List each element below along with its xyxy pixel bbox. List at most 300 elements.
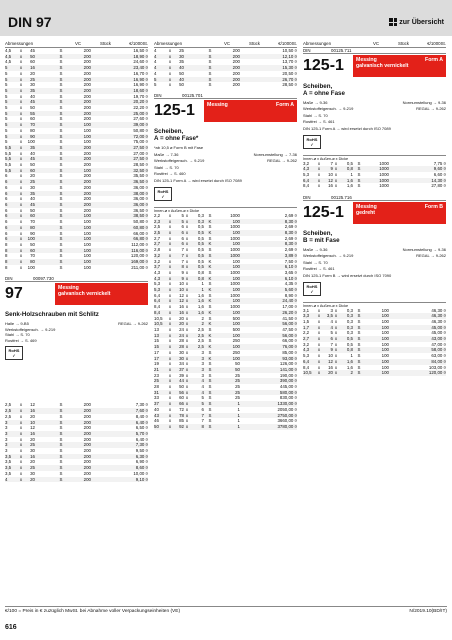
rohs-badge: RoHS ✓ [5,346,23,360]
table-cell: S [208,418,212,424]
table-cell: S [59,207,63,213]
regal2-link[interactable]: REGAL → 9-262 [416,105,446,111]
table-cell: 100 [27,139,35,145]
table-cell: 0,8 [190,276,204,282]
table-cell: 16 [173,310,184,316]
table-cell: x [334,347,338,353]
table-cell: 45,00 ¤ [389,325,446,331]
table-cell: S [208,315,212,321]
table-cell: x [168,423,172,429]
table-row [5,265,148,271]
table-cell: x [19,59,23,65]
table-cell: x [317,330,321,336]
table-cell: x [168,309,172,315]
table-cell: 200 [83,470,91,476]
table-cell: 25 [24,77,35,83]
table-cell: 3 [5,431,18,437]
table-cell: x [185,401,189,407]
table-cell: S [353,370,365,376]
stahl-link[interactable]: Stahl → S. 70 [5,332,30,338]
table-cell: S [208,349,212,355]
table-cell: S [59,150,63,156]
form-label: Form A [276,101,294,108]
table-cell: 0,5 [190,253,204,259]
table-cell: x [19,236,23,242]
table-cell: x [334,353,338,359]
table-cell: x [168,361,172,367]
table-cell: x [168,315,172,321]
table-cell: 4 [154,70,157,76]
table-cell: x [317,313,321,319]
header-price: €/1000St. [278,41,297,46]
table-cell: 5 [5,65,18,71]
table-cell: x [334,336,338,342]
table-cell: 1000 [230,224,240,230]
table-cell: 50 [24,54,35,60]
header-vc: VC [372,41,380,46]
table-cell: 112,00 ¤ [131,241,148,247]
regal-link[interactable]: Normumstellung → 9-36 [402,247,446,253]
table-cell: x [185,321,189,327]
table-cell: 2,5 [190,333,204,339]
form-label: Form A [425,57,443,63]
table-cell: 0,5 [197,247,204,253]
table-cell: 7,60 ¤ [91,408,148,414]
header-dims: Abmessungen [303,41,332,46]
table-cell: x [19,224,23,230]
stahl-link[interactable]: Stahl → S. 70 [303,260,328,266]
table-cell: 92 [173,424,184,430]
table-cell: 1 [237,418,240,424]
table-cell: 200 [83,82,91,88]
table-cell: 2,5 [197,338,204,344]
table-cell: S [59,105,63,111]
table-cell: 2,2 [154,212,161,218]
table-cell: 200 [67,179,91,185]
table-cell: 12 [173,298,184,304]
table-cell: S [55,54,67,60]
table-cell: 3 [5,436,8,442]
table-cell: x [19,459,23,465]
table-cell: 1000 [230,304,240,310]
stahl-link[interactable]: Stahl → S. 70 [303,113,328,118]
rostfrei-link[interactable]: Rostfrei → S. 460 [154,170,186,176]
table-cell: 1 [216,424,240,430]
table-cell: S [55,420,67,426]
header-stk: Stück [398,41,409,46]
table-cell: x [334,364,338,370]
table-cell: K [204,219,216,225]
werk-link[interactable]: Werkstoffeigensch. → 9-219 [303,252,354,258]
table-cell: 5,3 [303,171,310,177]
table-cell: x [19,70,23,76]
table-cell: 38,00 ¤ [91,191,148,197]
table-cell: 72 [179,406,184,412]
table-cell: 1 [201,281,204,287]
regal-link[interactable]: Normumstellung → 7-36 [253,152,297,158]
table-cell: 0,5 [197,258,204,264]
table-cell: S [208,82,212,88]
table-cell: 100 [67,122,91,128]
table-cell: 5 [5,127,8,133]
table-cell: 5 [154,82,157,88]
table-cell: 15,30 ¤ [240,65,297,71]
table-cell: S [59,264,63,270]
table-cell: x [19,110,23,116]
table-cell: 8,4 [154,310,167,316]
table-cell: 45 [30,48,35,53]
regal2-link[interactable]: REGAL → 9-262 [416,252,446,258]
table-cell: S [59,48,63,53]
table-cell: x [19,453,23,459]
table-cell: 50 [179,82,184,88]
halle-link[interactable]: Maße → 9-36 [303,247,328,253]
table-cell: 1 [237,406,240,412]
table-cell: x [19,87,23,93]
column-right [303,40,446,376]
table-cell: 30 [30,470,35,476]
table-cell: 0,5 [346,160,353,166]
rostfrei-link[interactable]: Rostfrei → S. 461 [303,118,335,124]
table-cell: 100 [83,264,91,270]
table-cell: S [55,145,67,151]
table-cell: 2,5 [154,224,161,230]
table-cell: 10,5 [154,321,167,327]
product-table-4 [154,213,297,430]
table-cell: 4,3 [154,276,167,282]
table-cell: 50,80 ¤ [133,127,148,133]
table-cell: x [19,65,23,71]
table-cell: S [204,390,216,396]
table-cell: 90 [30,230,35,236]
header-price: €/1000St. [427,41,446,46]
table-cell: K [204,310,216,316]
table-cell: S [357,171,361,177]
table-cell: 70 [24,122,35,128]
table-cell: 5 [5,105,8,111]
table-cell: x [334,307,338,313]
table-cell: 58,00 ¤ [389,347,446,353]
table-row [303,183,446,189]
rostfrei-link[interactable]: Rostfrei → S. 469 [5,337,37,343]
table-cell: x [185,235,189,241]
table-cell: S [59,116,63,122]
table-cell: x [19,448,23,454]
table-cell: 28 [154,384,159,390]
table-cell: 4 [190,390,204,396]
table-cell: 47,50 ¤ [282,326,297,332]
table-cell: 9,60 ¤ [389,166,446,172]
table-cell: 80 [24,225,35,231]
table-cell: 3,5 [5,454,18,460]
table-cell: x [19,430,23,436]
table-cell: S [204,424,216,430]
table-cell: x [168,275,172,281]
table-cell: 30 [173,356,184,362]
table-cell: x [185,224,189,230]
table-cell: 2750,00 ¤ [240,413,297,419]
halle-link[interactable]: Maße → 7-36 [154,152,179,158]
table-cell: x [317,364,321,370]
table-cell: 20 [173,321,184,327]
table-cell: S [55,191,67,197]
stahl-link[interactable]: Stahl → S. 70 [154,165,179,171]
table-cell: 16 [328,183,333,189]
table-cell: 4 [154,54,167,60]
product-title [303,230,446,244]
table-cell: S [55,65,67,71]
regal-link[interactable]: Normumstellung → 9-36 [402,100,446,105]
table-cell: x [168,344,172,350]
table-cell: 2,5 [190,344,204,350]
table-cell: 7,75 ¤ [433,160,446,166]
table-cell: 200 [67,156,91,162]
table-cell: x [19,179,23,185]
table-cell: S [55,99,67,105]
table-cell: 9 [181,269,184,275]
table-cell: 26,70 ¤ [240,77,297,83]
table-cell: 6 [181,235,184,241]
table-cell: S [59,448,63,454]
table-row [154,424,297,430]
table-cell: x [168,218,172,224]
table-cell: 85 [179,418,184,424]
table-cell: 6 [5,191,18,197]
table-cell: 100 [67,168,91,174]
table-cell: S [208,292,212,298]
table-cell: S [357,353,361,359]
table-cell: 6,90 ¤ [135,459,148,465]
table-cell: x [185,372,189,378]
table-cell: 5 [5,116,8,122]
table-cell: 10,5 [303,370,316,376]
table-cell: 100 [83,219,91,225]
table-cell: 6 [5,236,18,242]
table-cell: 9 [322,347,333,353]
table-cell: 35 [24,88,35,94]
table-cell: 100 [365,313,389,319]
table-cell: 0,3 [190,219,204,225]
table-cell: 36,00 ¤ [133,196,148,202]
table-cell: 50 [30,207,35,213]
table-cell: 3,2 [303,160,310,166]
table-cell: 2,7 [303,336,316,342]
table-cell: S [55,465,67,471]
werk-link[interactable]: Werkstoffeigensch. → 9-219 [154,157,205,163]
halle-link[interactable]: Maße → 9-36 [303,100,328,105]
table-cell: x [334,171,338,177]
table-cell: x [19,122,23,128]
table-cell: 100 [216,276,240,282]
table-cell: 45,00 ¤ [431,330,446,336]
table-cell: 3,7 [154,264,167,270]
table-cell: x [317,341,321,347]
table-cell: x [19,116,23,122]
table-cell: x [185,269,189,275]
table-cell: 4 [154,65,167,71]
table-cell: 25 [179,48,184,53]
table-cell: 5 [5,134,18,140]
table-cell: S [59,219,63,225]
table-cell: S [59,253,63,259]
table-cell: 169,00 ¤ [91,259,148,265]
table-cell: 24,60 ¤ [133,59,148,65]
table-cell: 40 [30,93,35,99]
table-cell: S [204,77,216,83]
table-cell: S [55,431,67,437]
table-cell: 27,50 ¤ [91,156,148,162]
table-cell: 30 [179,349,184,355]
table-cell: 33 [154,395,159,401]
table-cell: 1000 [230,212,240,218]
table-cell: 5,70 ¤ [91,431,148,437]
table-cell: 3,1 [303,307,310,313]
table-cell: 200 [67,88,91,94]
table-cell: x [168,252,172,258]
werk-link[interactable]: Werkstoffeigensch. → 9-219 [303,105,354,111]
werk-link[interactable]: Werkstoffeigensch. → 9-219 [5,326,56,332]
table-cell: 16,90 ¤ [133,82,148,88]
table-cell: 4,3 [303,166,316,172]
table-cell: 2,5 [5,408,18,414]
table-cell: x [19,156,23,162]
table-cell: 36,00 ¤ [91,202,148,208]
table-cell: 100 [216,287,240,293]
table-cell: x [19,465,23,471]
table-cell: 5 [5,88,18,94]
table-cell: x [19,419,23,425]
table-cell: x [19,241,23,247]
table-cell: 6,10 ¤ [240,264,297,270]
table-cell: S [353,359,365,365]
regal-link[interactable]: REGAL → 9-262 [118,321,148,327]
table-cell: 8,4 [303,364,310,370]
table-cell: 200 [83,162,91,168]
table-cell: S [59,402,63,408]
table-cell: 3,5 [322,313,333,319]
table-cell: 1 [216,401,240,407]
table-cell: 6 [5,179,18,185]
table-cell: 3 [201,372,204,378]
table-cell: 66,00 ¤ [282,338,297,344]
rostfrei-link[interactable]: Rostfrei → S. 461 [303,265,335,271]
table-cell: S [353,166,365,172]
table-cell: 41,50 ¤ [282,315,297,321]
table-cell: 6 [5,184,8,190]
table-cell: S [55,77,67,83]
table-cell: 4,3 [303,347,316,353]
table-cell: 50 [179,384,184,390]
material-line-2: gedreht [356,210,376,217]
table-cell: 5,5 [5,150,12,156]
table-cell: S [59,93,63,99]
table-cell: x [19,133,23,139]
table-cell: 8,4 [303,183,310,189]
table-cell: S [59,59,63,65]
table-cell: S [208,361,212,367]
table-cell: 7 [181,258,184,264]
table-cell: 100 [381,330,389,336]
table-cell: 100 [27,264,35,270]
table-cell: x [19,76,23,82]
table-cell: 50,80 ¤ [133,219,148,225]
table-cell: x [185,292,189,298]
table-cell: 10 [24,420,35,426]
table-cell: 7,30 ¤ [91,442,148,448]
table-cell: x [334,358,338,364]
overview-link[interactable] [389,18,444,26]
table-cell: 1 [216,413,240,419]
table-cell: 6 [201,406,204,412]
table-cell: 100 [24,236,35,242]
table-cell: S [208,384,212,390]
table-cell: K [204,276,216,282]
table-cell: 830,00 ¤ [279,395,297,401]
table-cell: 28,50 ¤ [133,162,148,168]
table-cell: 6,4 [303,359,316,365]
table-cell: S [204,54,216,60]
table-cell: 9 [173,276,184,282]
table-cell: x [19,213,23,219]
table-cell: x [168,258,172,264]
table-cell: S [357,318,361,324]
table-cell: 10 [179,281,184,287]
table-cell: 23,40 ¤ [91,65,148,71]
material-badge [353,55,446,77]
table-cell: 100 [216,264,240,270]
table-cell: x [19,127,23,133]
table-cell: x [185,378,189,384]
table-cell: 1330,00 ¤ [240,401,297,407]
table-cell: x [168,76,172,82]
table-cell: x [19,408,23,414]
table-cell: 200 [67,77,91,83]
table-cell: 200 [83,207,91,213]
table-cell: 12,10 ¤ [240,54,297,60]
table-cell: 1 [350,171,353,177]
table-cell: x [168,372,172,378]
table-cell: 500 [232,315,240,321]
table-cell: 0,8 [197,269,204,275]
table-cell: S [208,224,212,230]
table-cell: 13 [154,326,159,332]
table-cell: 12 [30,425,35,431]
table-cell: x [19,173,23,179]
product-card-din97 [5,276,148,362]
table-cell: 20 [30,436,35,442]
table-cell: 8,30 ¤ [240,219,297,225]
table-cell: 0,5 [197,224,204,230]
table-cell: 16,50 ¤ [133,48,148,53]
table-cell: 25,00 ¤ [91,111,148,117]
table-cell: 190,00 ¤ [279,372,297,378]
table-cell: x [168,65,172,71]
table-cell: x [168,338,172,344]
table-cell: 100 [381,364,389,370]
material-line-2: galvanisch vernickelt [58,291,111,298]
table-cell: S [59,70,63,76]
table-cell: x [168,53,172,59]
halle-link[interactable]: Halle → 9-B5 [5,321,29,327]
table-cell: 1,5 [303,318,310,324]
table-cell: 5,5 [5,156,18,162]
table-cell: 8 [5,259,18,265]
table-cell: x [168,418,172,424]
product-title [154,128,297,142]
table-cell: x [168,378,172,384]
regal2-link[interactable]: REGAL → 9-262 [267,157,297,163]
table-cell: 12 [322,359,333,365]
